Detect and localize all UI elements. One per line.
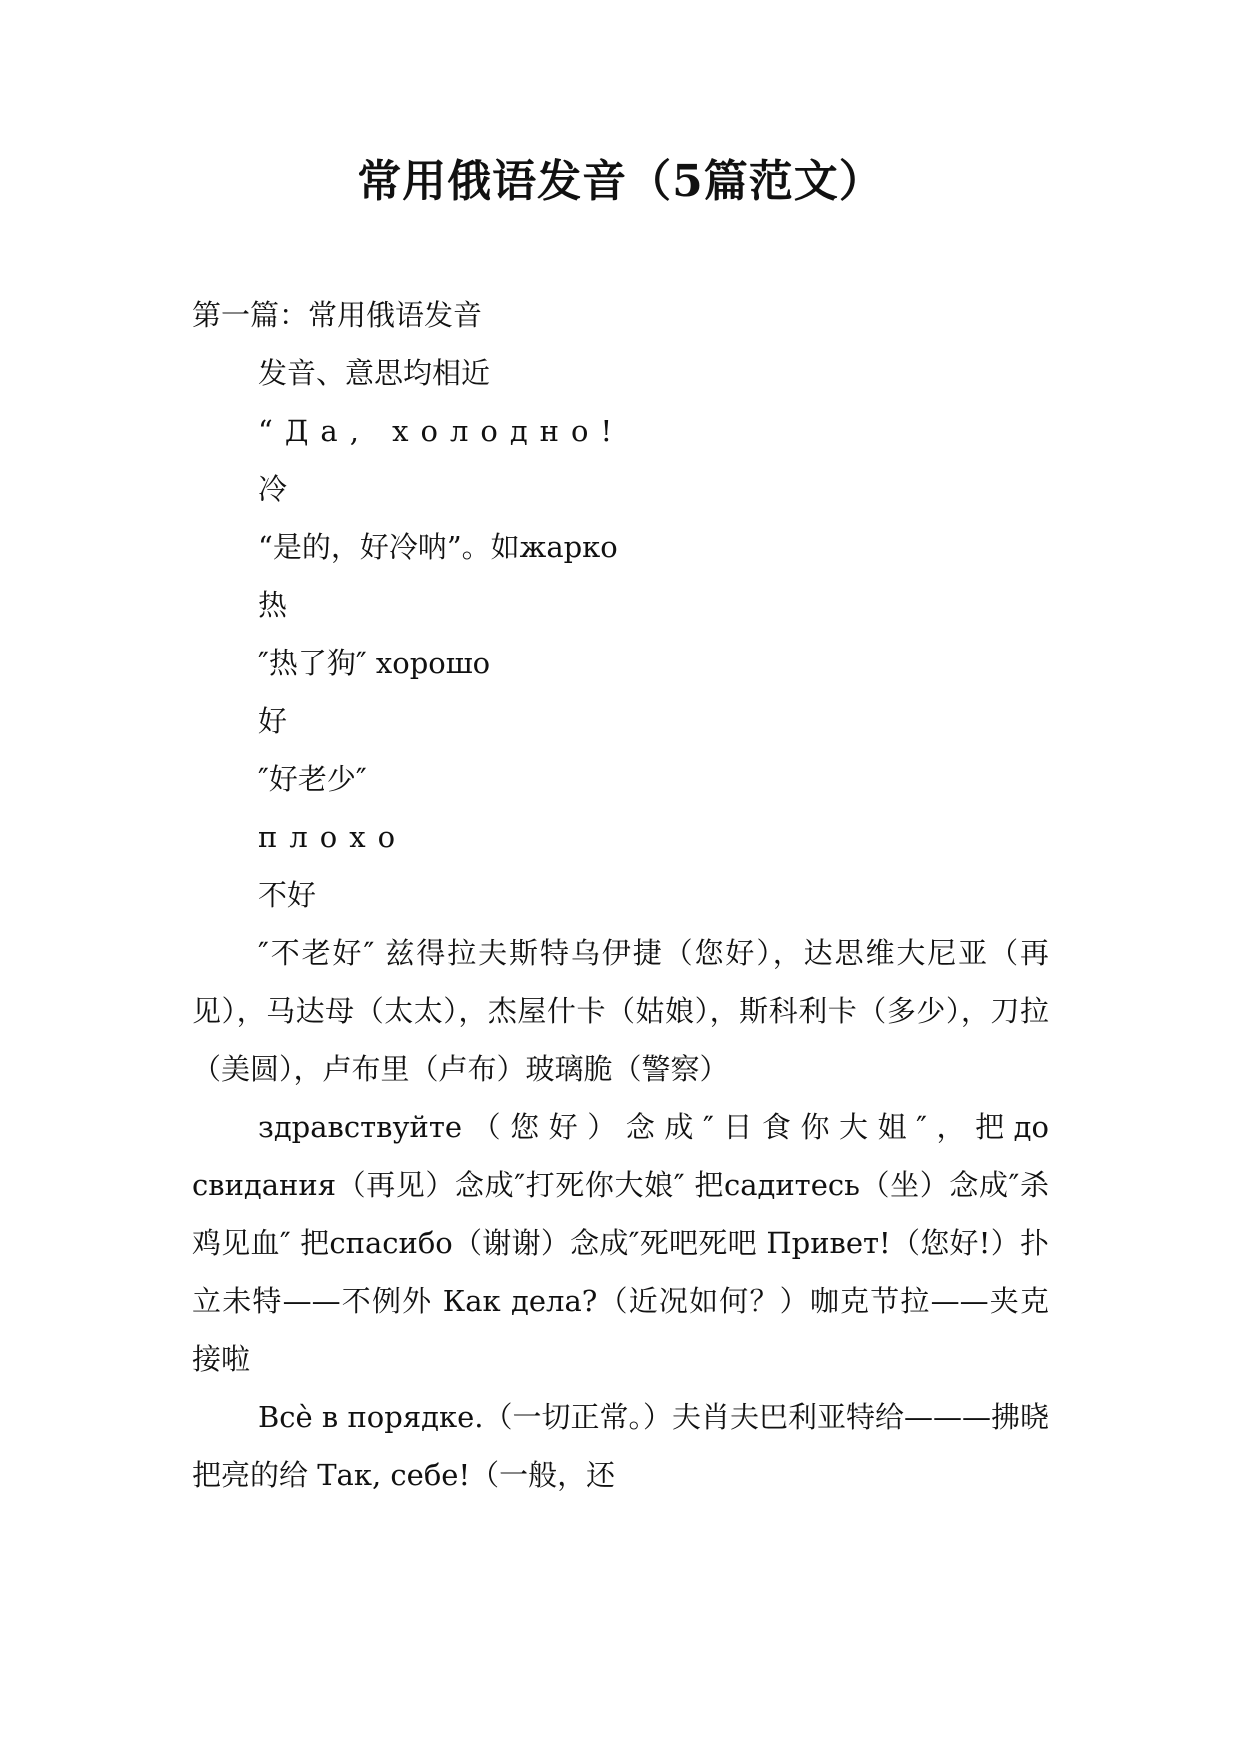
text-line: 冷 xyxy=(258,472,288,506)
text-line: плохо xyxy=(258,820,408,854)
text-line: ″好老少″ xyxy=(258,762,367,796)
text-line: “Да, холодно! xyxy=(258,414,625,448)
text-line: 发音、意思均相近 xyxy=(258,356,491,390)
paragraph: ″不老好″ 兹得拉夫斯特乌伊捷（您好），达思维大尼亚（再见），马达母（太太），杰屋什卡（姑娘），斯科利卡（多少），刀拉（美圆），卢布里（卢布）玻璃脆（警察） xyxy=(192,936,1049,1086)
text-line: 不好 xyxy=(258,878,317,912)
text-line: ″热了狗″ хорошо xyxy=(258,646,491,680)
text-line: 好 xyxy=(258,704,288,738)
document-title: 常用俄语发音（5篇范文） xyxy=(357,156,884,207)
paragraph: здравствуйте（您好）念成″日食你大姐″，把до свидания（再见）念成″打死你大娘″ 把садитесь（坐）念成″杀鸡见血″ 把спасибо（谢谢）念成″死吧死吧 Привет!（您好!）扑立未特——不例外 Как дела?（近况如何？）咖克节拉——夹克接啦 xyxy=(192,1110,1049,1376)
document-body xyxy=(192,286,1049,1504)
paragraph: Всѐ в порядке.（一切正常。）夫肖夫巴利亚特给———拂晓把亮的给 Так, себе!（一般，还 xyxy=(192,1400,1049,1492)
section-heading: 第一篇：常用俄语发音 xyxy=(192,298,483,332)
text-line: 热 xyxy=(258,588,288,622)
text-line: “是的，好冷呐”。如жарко xyxy=(258,530,618,564)
